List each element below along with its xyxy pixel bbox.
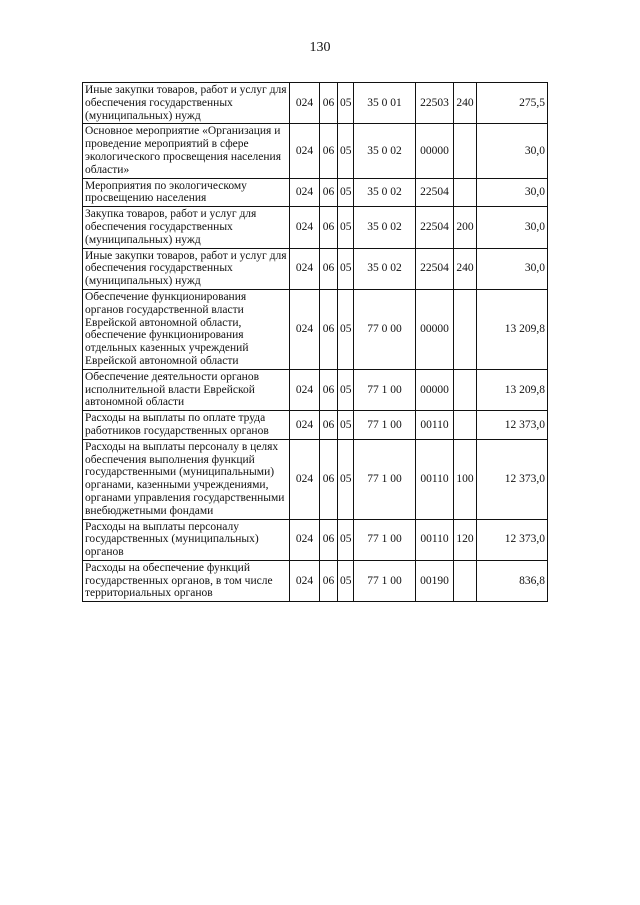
row-rz-code: 06 <box>320 83 338 124</box>
table-row <box>83 411 548 440</box>
row-expense-type-code <box>454 178 477 207</box>
row-amount: 13 209,8 <box>477 289 548 369</box>
row-target-article-subcode: 22503 <box>416 83 454 124</box>
row-target-article-subcode: 00000 <box>416 124 454 178</box>
row-rz-code: 06 <box>320 289 338 369</box>
row-gr-code: 024 <box>290 411 320 440</box>
row-target-article-subcode: 22504 <box>416 207 454 248</box>
budget-table <box>82 82 548 602</box>
row-name: Обеспечение функционирования органов государственной власти Еврейской автономной области, обеспечение функционирования отдельных казенных учреждений Еврейской автономной области <box>83 289 290 369</box>
row-expense-type-code <box>454 124 477 178</box>
row-amount: 30,0 <box>477 248 548 289</box>
row-name: Иные закупки товаров, работ и услуг для обеспечения государственных (муниципальных) нужд <box>83 248 290 289</box>
row-rz-code: 06 <box>320 519 338 560</box>
row-rz-code: 06 <box>320 369 338 410</box>
row-name: Расходы на выплаты персоналу государственных (муниципальных) органов <box>83 519 290 560</box>
row-rz-code: 06 <box>320 178 338 207</box>
row-pr-code: 05 <box>338 207 354 248</box>
row-rz-code: 06 <box>320 560 338 601</box>
row-target-article-subcode: 00000 <box>416 369 454 410</box>
table-row <box>83 248 548 289</box>
row-amount: 30,0 <box>477 178 548 207</box>
row-target-article-code: 35 0 02 <box>354 248 416 289</box>
row-expense-type-code <box>454 289 477 369</box>
row-amount: 836,8 <box>477 560 548 601</box>
row-amount: 13 209,8 <box>477 369 548 410</box>
row-pr-code: 05 <box>338 178 354 207</box>
row-target-article-code: 35 0 02 <box>354 124 416 178</box>
table-body <box>83 83 548 602</box>
row-gr-code: 024 <box>290 439 320 519</box>
row-target-article-code: 35 0 02 <box>354 207 416 248</box>
row-target-article-subcode: 22504 <box>416 178 454 207</box>
row-target-article-subcode: 00110 <box>416 439 454 519</box>
row-expense-type-code: 120 <box>454 519 477 560</box>
row-pr-code: 05 <box>338 519 354 560</box>
row-expense-type-code <box>454 369 477 410</box>
table-row <box>83 289 548 369</box>
table-row <box>83 369 548 410</box>
row-gr-code: 024 <box>290 289 320 369</box>
row-pr-code: 05 <box>338 411 354 440</box>
row-gr-code: 024 <box>290 519 320 560</box>
table-row <box>83 439 548 519</box>
row-target-article-subcode: 00000 <box>416 289 454 369</box>
row-target-article-subcode: 00190 <box>416 560 454 601</box>
row-name: Мероприятия по экологическому просвещению населения <box>83 178 290 207</box>
table-row <box>83 519 548 560</box>
row-pr-code: 05 <box>338 369 354 410</box>
row-amount: 12 373,0 <box>477 519 548 560</box>
row-name: Обеспечение деятельности органов исполнительной власти Еврейской автономной области <box>83 369 290 410</box>
row-name: Расходы на обеспечение функций государственных органов, в том числе территориальных органов <box>83 560 290 601</box>
table-row <box>83 124 548 178</box>
row-rz-code: 06 <box>320 439 338 519</box>
row-target-article-code: 77 1 00 <box>354 560 416 601</box>
row-gr-code: 024 <box>290 207 320 248</box>
row-amount: 12 373,0 <box>477 411 548 440</box>
row-rz-code: 06 <box>320 207 338 248</box>
row-expense-type-code <box>454 411 477 440</box>
row-name: Расходы на выплаты персоналу в целях обеспечения выполнения функций государственными (муниципальными) органами, казенными учреждениями, органами управления государственными внебюджетными фондами <box>83 439 290 519</box>
row-gr-code: 024 <box>290 83 320 124</box>
row-gr-code: 024 <box>290 248 320 289</box>
row-expense-type-code: 100 <box>454 439 477 519</box>
row-amount: 30,0 <box>477 207 548 248</box>
row-target-article-code: 77 0 00 <box>354 289 416 369</box>
table-row <box>83 178 548 207</box>
row-rz-code: 06 <box>320 411 338 440</box>
row-name: Иные закупки товаров, работ и услуг для обеспечения государственных (муниципальных) нужд <box>83 83 290 124</box>
row-amount: 12 373,0 <box>477 439 548 519</box>
row-name: Расходы на выплаты по оплате труда работников государственных органов <box>83 411 290 440</box>
page-number: 130 <box>309 40 331 55</box>
row-name: Основное мероприятие «Организация и проведение мероприятий в сфере экологического просвещения населения области» <box>83 124 290 178</box>
table-row <box>83 560 548 601</box>
row-target-article-code: 35 0 02 <box>354 178 416 207</box>
row-pr-code: 05 <box>338 248 354 289</box>
row-target-article-code: 77 1 00 <box>354 369 416 410</box>
row-pr-code: 05 <box>338 560 354 601</box>
row-target-article-code: 77 1 00 <box>354 439 416 519</box>
row-target-article-subcode: 00110 <box>416 519 454 560</box>
row-amount: 30,0 <box>477 124 548 178</box>
row-target-article-subcode: 22504 <box>416 248 454 289</box>
row-pr-code: 05 <box>338 124 354 178</box>
row-pr-code: 05 <box>338 83 354 124</box>
row-amount: 275,5 <box>477 83 548 124</box>
row-name: Закупка товаров, работ и услуг для обеспечения государственных (муниципальных) нужд <box>83 207 290 248</box>
row-expense-type-code: 240 <box>454 248 477 289</box>
row-gr-code: 024 <box>290 124 320 178</box>
row-expense-type-code: 200 <box>454 207 477 248</box>
row-target-article-subcode: 00110 <box>416 411 454 440</box>
table-row <box>83 83 548 124</box>
row-expense-type-code: 240 <box>454 83 477 124</box>
row-gr-code: 024 <box>290 560 320 601</box>
row-target-article-code: 77 1 00 <box>354 519 416 560</box>
row-target-article-code: 35 0 01 <box>354 83 416 124</box>
table-row <box>83 207 548 248</box>
row-rz-code: 06 <box>320 124 338 178</box>
row-rz-code: 06 <box>320 248 338 289</box>
row-target-article-code: 77 1 00 <box>354 411 416 440</box>
row-expense-type-code <box>454 560 477 601</box>
row-gr-code: 024 <box>290 369 320 410</box>
row-gr-code: 024 <box>290 178 320 207</box>
row-pr-code: 05 <box>338 439 354 519</box>
row-pr-code: 05 <box>338 289 354 369</box>
